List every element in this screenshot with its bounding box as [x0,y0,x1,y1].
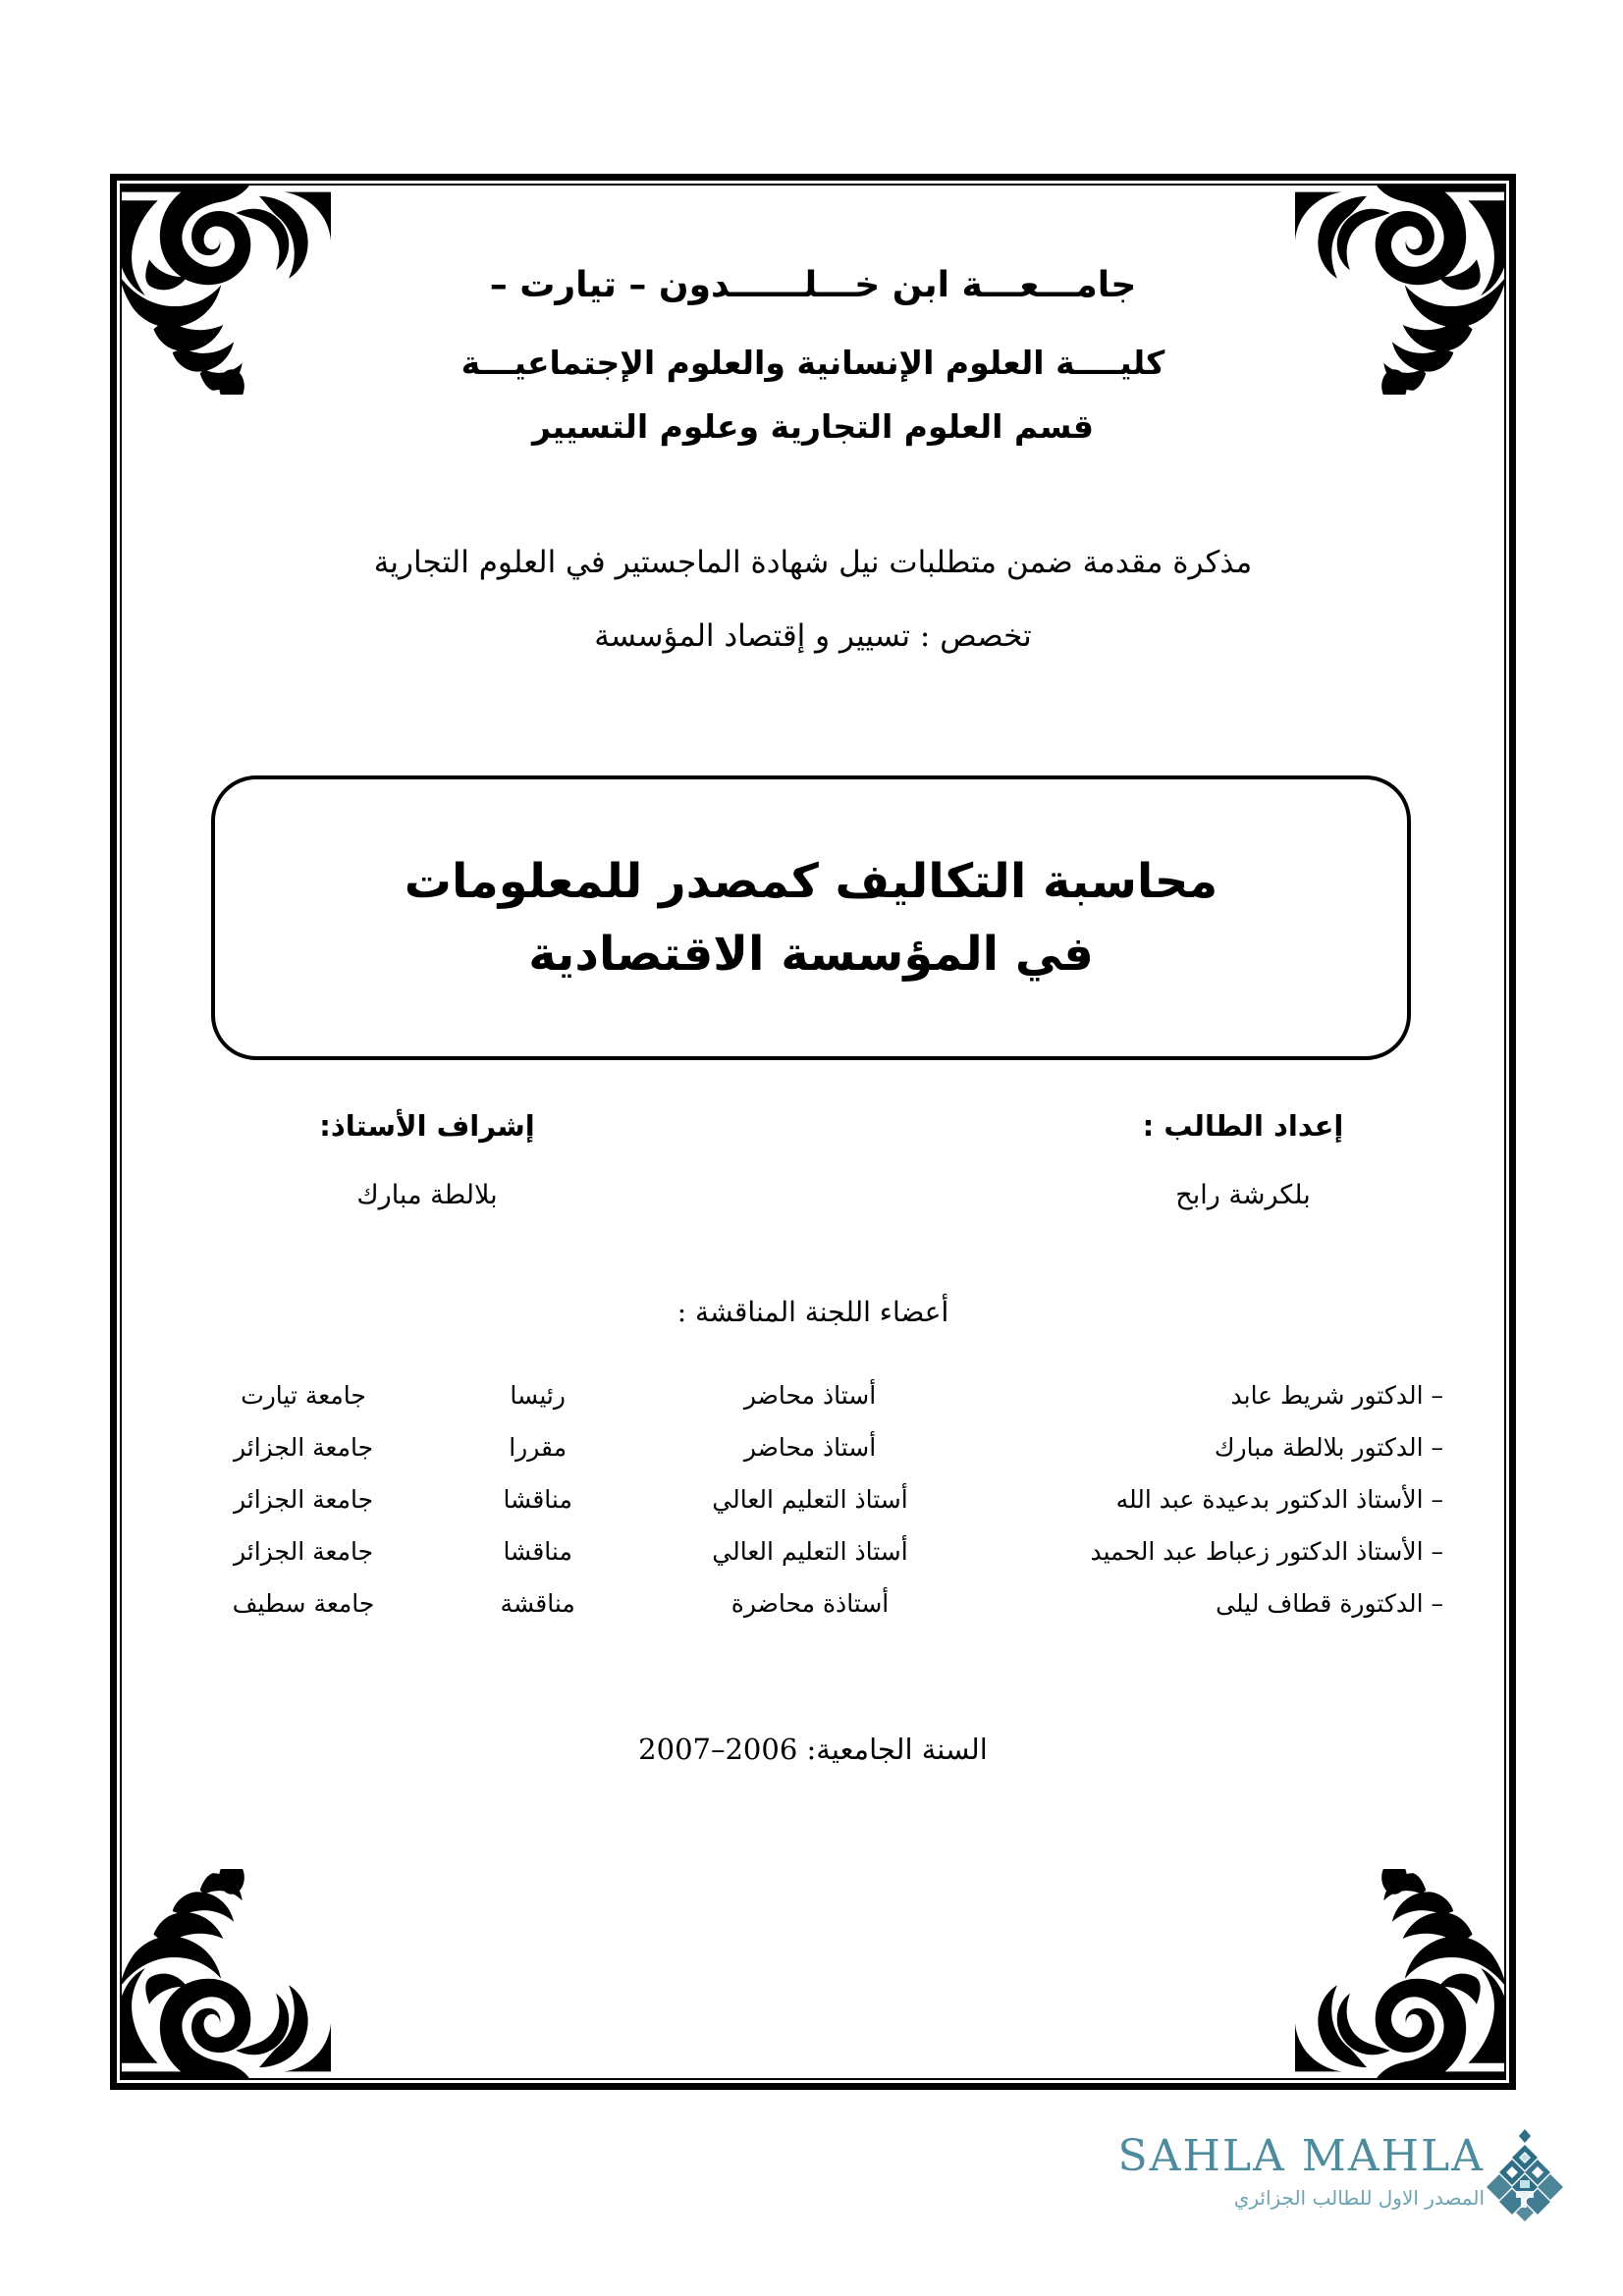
committee-member-rank: أستاذ محاضر [743,1381,877,1410]
committee-member-place: جامعة الجزائر [233,1433,374,1462]
thesis-title-line-2: في المؤسسة الاقتصادية [528,927,1094,982]
supervisor-label: إشراف الأستاذ: [319,1109,535,1143]
committee-member-name: – الدكتور بلالطة مبارك [1214,1433,1443,1462]
table-row [177,1369,1443,1421]
table-row [177,1577,1443,1629]
sahla-mahla-logo-icon [1487,2129,1563,2227]
thesis-title-line-1: محاسبة التكاليف كمصدر للمعلومات [404,853,1218,909]
watermark-brand: SAHLA MAHLA [1117,2131,1485,2181]
authorship-row [157,1109,1469,1276]
committee-member-rank: أستاذ محاضر [743,1433,877,1462]
thesis-statement-line-2: تخصص : تسيير و إقتصاد المؤسسة [594,618,1032,654]
committee-member-rank: أستاذة محاضرة [730,1589,890,1618]
cover-content [157,206,1469,2061]
committee-member-place: جامعة تيارت [241,1381,366,1410]
supervisor-block [216,1109,638,1210]
academic-year-value: 2007–2006 [638,1733,798,1766]
sahla-mahla-watermark [1102,2131,1563,2243]
student-label: إعداد الطالب : [1142,1109,1344,1143]
committee-member-role: مقررا [509,1433,568,1462]
supervisor-name: بلالطة مبارك [356,1180,498,1210]
committee-member-name: – الأستاذ الدكتور بدعيدة عبد الله [1115,1485,1443,1514]
committee-member-name: – الدكتور شريط عابد [1230,1381,1443,1410]
university-name: جامـــعـــة ابن خـــلــــــدون – تيارت – [489,265,1137,305]
committee-member-rank: أستاذ التعليم العالي [712,1485,908,1514]
committee-member-role: رئيسا [510,1381,566,1410]
watermark-text-block [1117,2131,1485,2210]
committee-member-role: مناقشا [503,1485,572,1514]
student-name: بلكرشة رابح [1175,1180,1311,1210]
committee-member-place: جامعة الجزائر [233,1485,374,1514]
committee-member-place: جامعة سطيف [232,1589,375,1618]
student-block [1032,1109,1454,1210]
committee-member-place: جامعة الجزائر [233,1537,374,1566]
thesis-title-box [211,775,1411,1060]
watermark-tagline: المصدر الاول للطالب الجزائري [1233,2186,1485,2210]
academic-year [157,1733,1469,1766]
committee-heading: أعضاء اللجنة المناقشة : [676,1296,949,1328]
faculty-name: كليــــة العلوم الإنسانية والعلوم الإجتماعيـــة [460,344,1165,382]
committee-member-rank: أستاذ التعليم العالي [712,1537,908,1566]
committee-member-role: مناقشا [503,1537,572,1566]
department-name: قسم العلوم التجارية وعلوم التسيير [531,407,1095,446]
committee-member-name: – الدكتورة قطاف ليلى [1216,1589,1443,1618]
table-row [177,1421,1443,1473]
academic-year-label: السنة الجامعية: [806,1733,988,1766]
table-row [177,1473,1443,1525]
committee-table [177,1369,1443,1629]
thesis-statement-line-1: مذكرة مقدمة ضمن متطلبات نيل شهادة الماجستير في العلوم التجارية [373,545,1253,580]
committee-member-name: – الأستاذ الدكتور زعباط عبد الحميد [1090,1537,1443,1566]
committee-member-role: مناقشة [500,1589,575,1618]
table-row [177,1525,1443,1577]
